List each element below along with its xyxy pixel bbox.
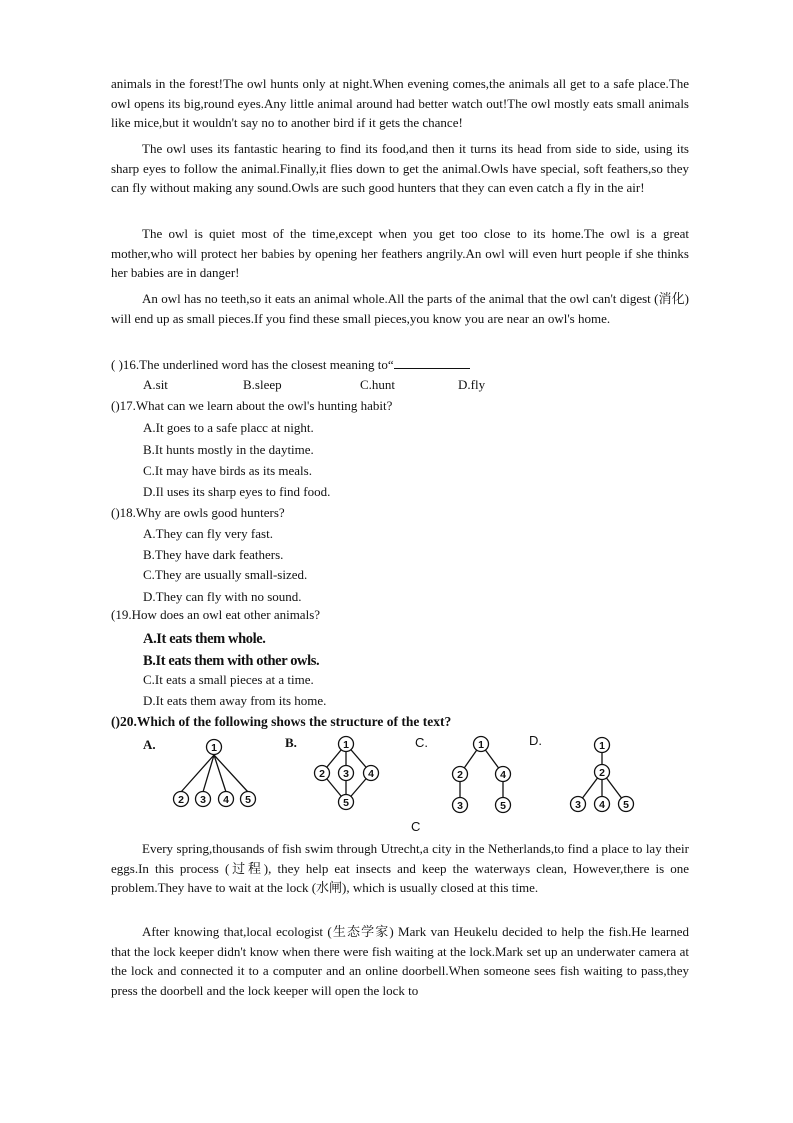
diagram-c-node-3: 3 <box>457 800 463 812</box>
question-16-text: ( )16.The underlined word has the closest meaning to“ <box>111 357 394 372</box>
structure-diagram-d <box>560 733 648 818</box>
diagram-b-node-4: 4 <box>368 768 374 780</box>
question-17-stem: ()17.What can we learn about the owl's hunting habit? <box>111 398 393 413</box>
passage1-paragraph-4: An owl has no teeth,so it eats an animal whole.All the parts of the animal that the owl can't digest (消化) will end up as small pieces.If you find these small pieces,you know you are near an owl's home. <box>111 291 689 326</box>
q18-option-a: A.They can fly very fast. <box>143 526 273 541</box>
diagram-d-node-3: 3 <box>575 799 581 811</box>
q17-option-d: D.Il uses its sharp eyes to find food. <box>143 484 331 499</box>
diagram-a-node-1: 1 <box>211 742 217 754</box>
q18-option-b: B.They have dark feathers. <box>143 547 284 562</box>
question-19-stem: (19.How does an owl eat other animals? <box>111 607 321 622</box>
diagram-a-node-5: 5 <box>245 794 251 806</box>
q19-option-b: B.It eats them with other owls. <box>143 653 320 669</box>
q19-option-a: A.It eats them whole. <box>143 631 266 647</box>
diagram-a-node-2: 2 <box>178 794 184 806</box>
passage1-paragraph-2: The owl uses its fantastic hearing to find its food,and then it turns its head from side to side, using its sharp eyes to follow the animal.Finally,it flies down to get the animal.Owls have special, soft feathers,so they can fly without making any sound.Owls are such good hunters that they can even catch a fly in the air! <box>111 141 689 195</box>
q17-option-c: C.It may have birds as its meals. <box>143 463 312 478</box>
diagram-b-node-5: 5 <box>343 797 349 809</box>
structure-diagram-b <box>305 733 390 815</box>
question-16-stem <box>111 356 470 374</box>
question-18-stem: ()18.Why are owls good hunters? <box>111 505 285 520</box>
diagram-d-node-2: 2 <box>599 767 605 779</box>
diagram-c-node-1: 1 <box>478 739 484 751</box>
q19-option-d: D.It eats them away from its home. <box>143 693 327 708</box>
q20-answer: C <box>411 819 421 834</box>
diagram-d-node-5: 5 <box>623 799 629 811</box>
diagram-c-node-4: 4 <box>500 769 506 781</box>
answer-blank <box>394 356 470 369</box>
q16-option-c: C.hunt <box>360 377 396 392</box>
q18-option-d: D.They can fly with no sound. <box>143 589 302 604</box>
passage2-paragraph-2: After knowing that,local ecologist (生态学家) Mark van Heukelu decided to help the fish.He learned that the lock keeper didn't know when there were fish waiting at the lock.Mark set up an underwater camera at the lock and connected it to a computer and an online doorbell.When someone sees fish waiting to pass,they press the doorbell and the lock keeper will open the lock to <box>111 924 689 998</box>
q16-option-b: B.sleep <box>243 377 282 392</box>
q18-option-c: C.They are usually small-sized. <box>143 567 308 582</box>
passage1-paragraph-3: The owl is quiet most of the time,except when you get too close to its home.The owl is a great mother,who will protect her babies by opening her feathers angrily.An owl will even hurt people if she thinks her babies are in danger! <box>111 226 689 280</box>
diagram-d-node-1: 1 <box>599 740 605 752</box>
diagram-c-node-2: 2 <box>457 769 463 781</box>
diagram-b-node-3: 3 <box>343 768 349 780</box>
passage1-paragraph-1: animals in the forest!The owl hunts only at night.When evening comes,the animals all get to a safe place.The owl opens its big,round eyes.Any little animal around had better watch out!The owl mostly eats small animals like mice,but it wouldn't say no to another bird if it gets the chance! <box>111 76 689 130</box>
q20-option-b-label: B. <box>285 735 297 750</box>
structure-diagram-c <box>445 733 520 818</box>
q19-option-c: C.It eats a small pieces at a time. <box>143 672 314 687</box>
diagram-b-node-1: 1 <box>343 739 349 751</box>
diagram-a-node-3: 3 <box>200 794 206 806</box>
q20-option-a-label: A. <box>143 737 156 752</box>
q20-option-d-label: D. <box>529 733 542 748</box>
q16-option-d: D.fly <box>458 377 486 392</box>
diagram-d-node-4: 4 <box>599 799 605 811</box>
diagram-b-node-2: 2 <box>319 768 325 780</box>
passage2-paragraph-1: Every spring,thousands of fish swim through Utrecht,a city in the Netherlands,to find a place to lay their eggs.In this process (过程), they help eat insects and keep the waterways clean, However,there is one problem.They have to wait at the lock (水闸), which is usually closed at this time. <box>111 841 689 895</box>
q20-option-c-label: C. <box>415 735 428 750</box>
q17-option-b: B.It hunts mostly in the daytime. <box>143 442 314 457</box>
q16-option-a: A.sit <box>143 377 168 392</box>
diagram-c-node-5: 5 <box>500 800 506 812</box>
q17-option-a: A.It goes to a safe placc at night. <box>143 420 314 435</box>
question-20-stem: ()20.Which of the following shows the structure of the text? <box>111 714 452 729</box>
diagram-a-node-4: 4 <box>223 794 229 806</box>
structure-diagram-a <box>165 735 270 810</box>
